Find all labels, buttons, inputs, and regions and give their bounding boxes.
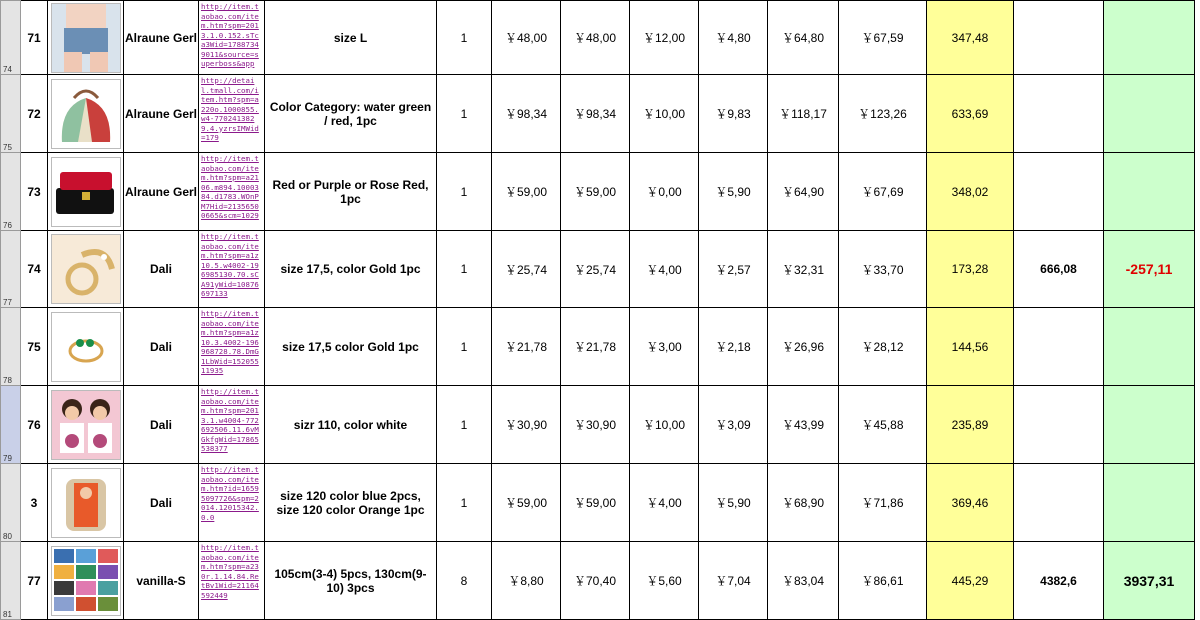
wallet-icon — [51, 157, 121, 227]
product-link[interactable]: http://item.taobao.com/item.htm?spm=a2106.m894.1000384.d1783.WOnPM7Hid=21356500665&scm=1029 — [201, 154, 259, 220]
ring-icon — [51, 234, 121, 304]
table-row[interactable] — [1, 75, 1195, 153]
cell-shop[interactable]: Alraune Gerl — [124, 75, 199, 153]
cell-image[interactable] — [48, 308, 124, 386]
cell-total-with-fee[interactable]: ￥123,26 — [839, 75, 927, 153]
row-header[interactable]: 74 — [1, 1, 21, 75]
table-row[interactable] — [1, 542, 1195, 620]
product-link[interactable]: http://item.taobao.com/item.htm?spm=2013.1.0.152.sTca3Wid=17887349011&source=superboss&app — [201, 2, 259, 68]
cell-image[interactable] — [48, 464, 124, 542]
cell-id[interactable]: 71 — [21, 1, 48, 75]
cell-total-with-fee[interactable]: ￥71,86 — [839, 464, 927, 542]
cell-difference[interactable]: -257,11 — [1104, 231, 1195, 308]
cell-subtotal[interactable]: ￥25,74 — [561, 231, 630, 308]
cell-quantity[interactable]: 8 — [437, 542, 492, 620]
table-row[interactable] — [1, 386, 1195, 464]
cell-rub[interactable]: 235,89 — [927, 386, 1014, 464]
cell-total[interactable]: ￥118,17 — [768, 75, 839, 153]
handbag-icon — [51, 79, 121, 149]
row-header[interactable]: 80 — [1, 464, 21, 542]
cell-quantity[interactable]: 1 — [437, 1, 492, 75]
table-row[interactable] — [1, 308, 1195, 386]
row-header[interactable]: 81 — [1, 542, 21, 620]
cell-shop[interactable]: Dali — [124, 308, 199, 386]
cell-total-with-fee[interactable]: ￥45,88 — [839, 386, 927, 464]
cell-description[interactable]: size L — [265, 1, 437, 75]
cell-link[interactable] — [199, 386, 265, 464]
cell-quantity[interactable]: 1 — [437, 308, 492, 386]
cell-id[interactable]: 72 — [21, 75, 48, 153]
cell-fee[interactable]: ￥9,83 — [699, 75, 768, 153]
cell-difference[interactable]: 3937,31 — [1104, 542, 1195, 620]
table-row[interactable] — [1, 1, 1195, 75]
cell-shipping[interactable]: ￥12,00 — [630, 1, 699, 75]
cell-image[interactable] — [48, 386, 124, 464]
cell-sum[interactable] — [1014, 153, 1104, 231]
cell-sum[interactable] — [1014, 1, 1104, 75]
row-header[interactable]: 77 — [1, 231, 21, 308]
cell-image[interactable] — [48, 542, 124, 620]
cell-link[interactable] — [199, 464, 265, 542]
cell-price[interactable]: ￥8,80 — [492, 542, 561, 620]
cell-difference[interactable] — [1104, 1, 1195, 75]
cell-quantity[interactable]: 1 — [437, 153, 492, 231]
ring-green-icon — [51, 312, 121, 382]
cell-total[interactable]: ￥68,90 — [768, 464, 839, 542]
product-link[interactable]: http://item.taobao.com/item.htm?spm=a1z10.5.w4002-196985130.70.sCA91yWid=10876697133 — [201, 232, 259, 298]
cell-image[interactable] — [48, 153, 124, 231]
product-link[interactable]: http://item.taobao.com/item.htm?id=16595097726&spm=2014.12015342.0.0 — [201, 465, 259, 522]
cell-total[interactable]: ￥26,96 — [768, 308, 839, 386]
shorts-icon — [51, 3, 121, 73]
cell-shipping[interactable]: ￥3,00 — [630, 308, 699, 386]
cell-total[interactable]: ￥43,99 — [768, 386, 839, 464]
cell-id[interactable]: 75 — [21, 308, 48, 386]
cell-id[interactable]: 77 — [21, 542, 48, 620]
cell-id[interactable]: 74 — [21, 231, 48, 308]
cell-sum[interactable] — [1014, 75, 1104, 153]
cell-difference[interactable] — [1104, 75, 1195, 153]
table-row[interactable] — [1, 231, 1195, 308]
product-link[interactable]: http://item.taobao.com/item.htm?spm=a230r.1.14.84.RetBv1Wid=21164592449 — [201, 543, 259, 600]
cell-shop[interactable]: Dali — [124, 386, 199, 464]
cell-fee[interactable]: ￥4,80 — [699, 1, 768, 75]
product-link[interactable]: http://item.taobao.com/item.htm?spm=a1z10.3.4002-196968728.78.DmG1LbWid=15205511935 — [201, 309, 259, 375]
cell-total-with-fee[interactable]: ￥33,70 — [839, 231, 927, 308]
cell-rub[interactable]: 445,29 — [927, 542, 1014, 620]
cell-subtotal[interactable]: ￥59,00 — [561, 153, 630, 231]
cell-subtotal[interactable]: ￥70,40 — [561, 542, 630, 620]
cell-shop[interactable]: Alraune Gerl — [124, 153, 199, 231]
cell-shop[interactable]: Dali — [124, 231, 199, 308]
cell-id[interactable]: 73 — [21, 153, 48, 231]
cell-total[interactable]: ￥64,80 — [768, 1, 839, 75]
cell-fee[interactable]: ￥7,04 — [699, 542, 768, 620]
cell-description[interactable]: 105cm(3-4) 5pcs, 130cm(9-10) 3pcs — [265, 542, 437, 620]
cell-rub[interactable]: 348,02 — [927, 153, 1014, 231]
cell-subtotal[interactable]: ￥59,00 — [561, 464, 630, 542]
cell-rub[interactable]: 633,69 — [927, 75, 1014, 153]
cell-subtotal[interactable]: ￥21,78 — [561, 308, 630, 386]
cell-description[interactable]: size 17,5 color Gold 1pc — [265, 308, 437, 386]
cell-shipping[interactable]: ￥4,00 — [630, 231, 699, 308]
row-header[interactable]: 76 — [1, 153, 21, 231]
cell-quantity[interactable]: 1 — [437, 386, 492, 464]
cell-description[interactable]: Color Category: water green / red, 1pc — [265, 75, 437, 153]
table-row[interactable] — [1, 153, 1195, 231]
cell-shop[interactable]: vanilla-S — [124, 542, 199, 620]
cell-shipping[interactable]: ￥5,60 — [630, 542, 699, 620]
cell-id[interactable]: 76 — [21, 386, 48, 464]
cell-difference[interactable] — [1104, 308, 1195, 386]
row-header[interactable]: 78 — [1, 308, 21, 386]
cell-fee[interactable]: ￥5,90 — [699, 153, 768, 231]
product-link[interactable]: http://item.taobao.com/item.htm?spm=2013.1.w4004-772692506.11.6vMGkfgWid=17865538377 — [201, 387, 259, 453]
cell-fee[interactable]: ￥2,18 — [699, 308, 768, 386]
cell-subtotal[interactable]: ￥30,90 — [561, 386, 630, 464]
row-header[interactable]: 79 — [1, 386, 21, 464]
cell-total-with-fee[interactable]: ￥28,12 — [839, 308, 927, 386]
cell-rub[interactable]: 144,56 — [927, 308, 1014, 386]
cell-link[interactable] — [199, 1, 265, 75]
cell-fee[interactable]: ￥3,09 — [699, 386, 768, 464]
cell-price[interactable]: ￥30,90 — [492, 386, 561, 464]
cell-link[interactable] — [199, 231, 265, 308]
cell-sum[interactable]: 666,08 — [1014, 231, 1104, 308]
cell-description[interactable]: size 120 color blue 2pcs, size 120 color Orange 1pc — [265, 464, 437, 542]
cell-difference[interactable] — [1104, 464, 1195, 542]
cell-total[interactable]: ￥64,90 — [768, 153, 839, 231]
cell-description[interactable]: size 17,5, color Gold 1pc — [265, 231, 437, 308]
cell-total-with-fee[interactable]: ￥86,61 — [839, 542, 927, 620]
cell-link[interactable] — [199, 308, 265, 386]
cell-shipping[interactable]: ￥10,00 — [630, 386, 699, 464]
cell-image[interactable] — [48, 1, 124, 75]
row-header[interactable]: 75 — [1, 75, 21, 153]
kids-shorts-grid-icon — [51, 546, 121, 616]
cell-shipping[interactable]: ￥0,00 — [630, 153, 699, 231]
cell-rub[interactable]: 347,48 — [927, 1, 1014, 75]
cell-price[interactable]: ￥25,74 — [492, 231, 561, 308]
cell-quantity[interactable]: 1 — [437, 464, 492, 542]
cell-shop[interactable]: Dali — [124, 464, 199, 542]
cell-price[interactable]: ￥59,00 — [492, 464, 561, 542]
cell-price[interactable]: ￥98,34 — [492, 75, 561, 153]
cell-price[interactable]: ￥21,78 — [492, 308, 561, 386]
product-link[interactable]: http://detail.tmall.com/item.htm?spm=a220o.1000855.w4-7702413829.4.yzrsIMWid=179 — [201, 76, 259, 142]
kids-photo-icon — [51, 390, 121, 460]
fur-vest-icon — [51, 468, 121, 538]
cell-subtotal[interactable]: ￥48,00 — [561, 1, 630, 75]
cell-total-with-fee[interactable]: ￥67,69 — [839, 153, 927, 231]
table-row[interactable] — [1, 464, 1195, 542]
cell-shop[interactable]: Alraune Gerl — [124, 1, 199, 75]
cell-fee[interactable]: ￥2,57 — [699, 231, 768, 308]
cell-price[interactable]: ￥48,00 — [492, 1, 561, 75]
cell-difference[interactable] — [1104, 386, 1195, 464]
cell-sum[interactable] — [1014, 464, 1104, 542]
cell-quantity[interactable]: 1 — [437, 231, 492, 308]
cell-description[interactable]: Red or Purple or Rose Red, 1pc — [265, 153, 437, 231]
cell-fee[interactable]: ￥5,90 — [699, 464, 768, 542]
cell-id[interactable]: 3 — [21, 464, 48, 542]
cell-total[interactable]: ￥83,04 — [768, 542, 839, 620]
cell-sum[interactable]: 4382,6 — [1014, 542, 1104, 620]
cell-image[interactable] — [48, 231, 124, 308]
cell-total[interactable]: ￥32,31 — [768, 231, 839, 308]
cell-sum[interactable] — [1014, 308, 1104, 386]
cell-shipping[interactable]: ￥10,00 — [630, 75, 699, 153]
cell-shipping[interactable]: ￥4,00 — [630, 464, 699, 542]
cell-link[interactable] — [199, 542, 265, 620]
cell-description[interactable]: sizr 110, color white — [265, 386, 437, 464]
cell-image[interactable] — [48, 75, 124, 153]
cell-subtotal[interactable]: ￥98,34 — [561, 75, 630, 153]
cell-rub[interactable]: 173,28 — [927, 231, 1014, 308]
cell-quantity[interactable]: 1 — [437, 75, 492, 153]
cell-difference[interactable] — [1104, 153, 1195, 231]
cell-sum[interactable] — [1014, 386, 1104, 464]
cell-link[interactable] — [199, 153, 265, 231]
cell-total-with-fee[interactable]: ￥67,59 — [839, 1, 927, 75]
cell-link[interactable] — [199, 75, 265, 153]
cell-rub[interactable]: 369,46 — [927, 464, 1014, 542]
cell-price[interactable]: ￥59,00 — [492, 153, 561, 231]
